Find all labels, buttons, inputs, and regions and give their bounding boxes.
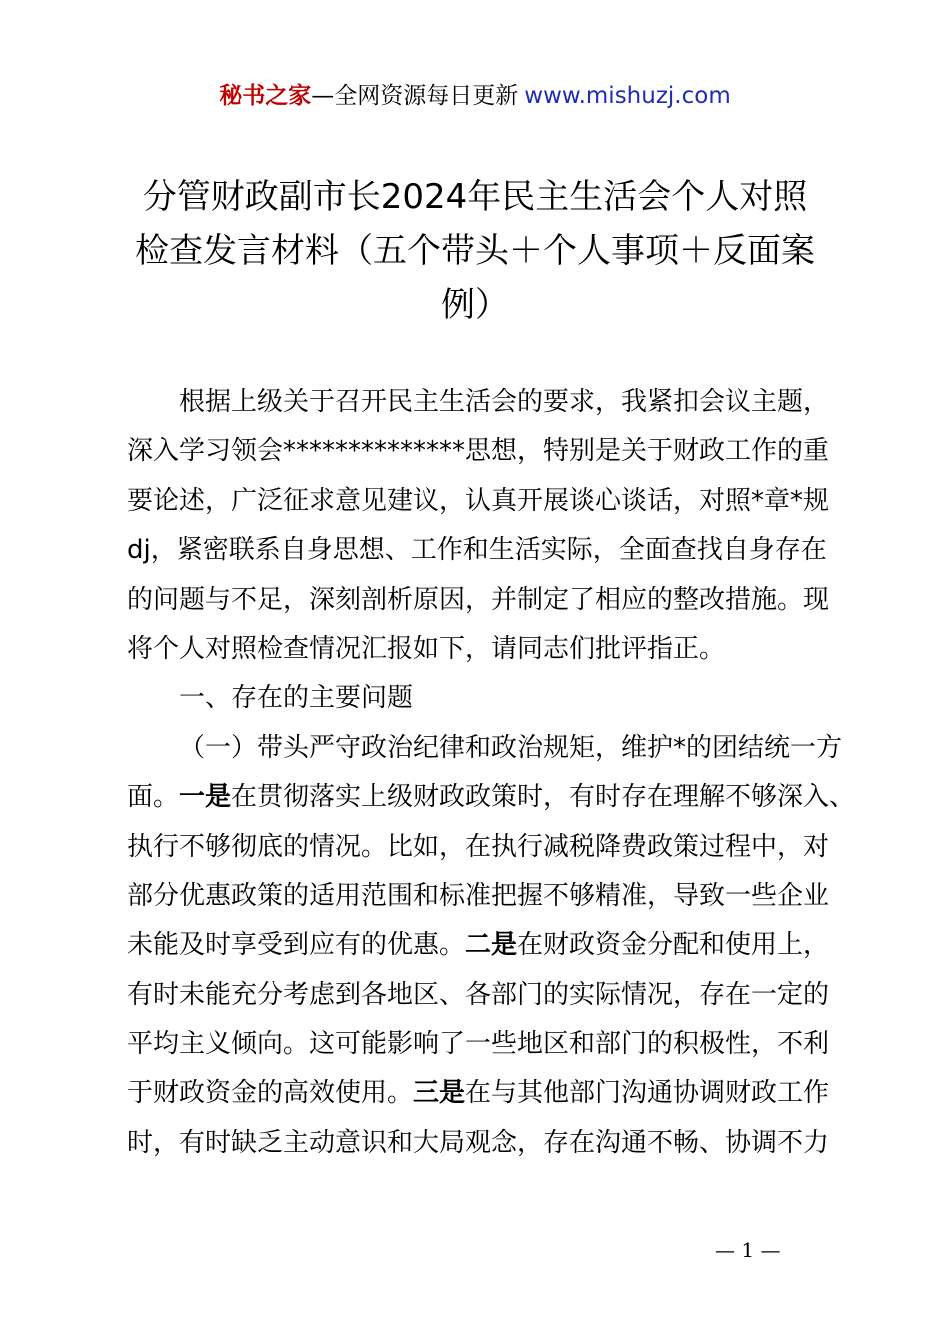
body-line [127,921,847,970]
text-run: 在财政资金分配和使用上， [517,930,830,961]
body-line: 有时未能充分考虑到各地区、各部门的实际情况，存在一定的 [127,979,830,1010]
point-marker: 三是 [413,1078,466,1109]
body-line: 的问题与不足，深刻剖析原因，并制定了相应的整改措施。现 [127,584,830,615]
document-title [115,170,835,332]
text-run: 在与其他部门沟通协调财政工作 [465,1078,830,1109]
point-marker: 二是 [465,930,518,961]
subsection-heading: （一）带头严守政治纪律和政治规矩，维护*的团结统一方 [179,732,843,763]
section-heading: 一、存在的主要问题 [179,683,414,714]
title-line: 例） [441,285,509,325]
body-line: 深入学习领会**************思想，特别是关于财政工作的重 [127,436,830,467]
point-marker: 一是 [179,782,232,813]
title-line: 检查发言材料（五个带头＋个人事项＋反面案 [135,231,815,271]
brand-url: www.mishuzj.com [524,83,731,109]
body-line: 部分优惠政策的适用范围和标准把握不够精准，导致一些企业 [127,880,830,911]
body-line: 要论述，广泛征求意见建议，认真开展谈心谈话，对照*章*规 [127,485,830,516]
body-line: dj，紧密联系自身思想、工作和生活实际，全面查找自身存在 [127,535,827,566]
body-line [127,1069,847,1118]
body-line: 将个人对照检查情况汇报如下，请同志们批评指正。 [127,633,726,664]
page-number: — 1 — [715,1238,781,1262]
brand-slogan: —全网资源每日更新 [311,83,519,109]
body-line: 平均主义倾向。这可能影响了一些地区和部门的积极性，不利 [127,1029,830,1060]
site-header-banner [0,80,950,112]
text-run: 在贯彻落实上级财政政策时，有时存在理解不够深入、 [231,782,856,813]
text-run: 面。 [127,782,180,813]
document-body [127,378,856,1168]
body-line: 时，有时缺乏主动意识和大局观念，存在沟通不畅、协调不力 [127,1127,830,1158]
text-run: 于财政资金的高效使用。 [127,1078,414,1109]
brand-name: 秘书之家 [219,83,312,109]
body-line [127,773,856,822]
text-run: 未能及时享受到应有的优惠。 [127,930,466,961]
title-line: 分管财政副市长2024年民主生活会个人对照 [142,177,808,217]
body-line: 执行不够彻底的情况。比如，在执行减税降费政策过程中，对 [127,831,830,862]
body-line: 根据上级关于召开民主生活会的要求，我紧扣会议主题， [179,387,830,417]
